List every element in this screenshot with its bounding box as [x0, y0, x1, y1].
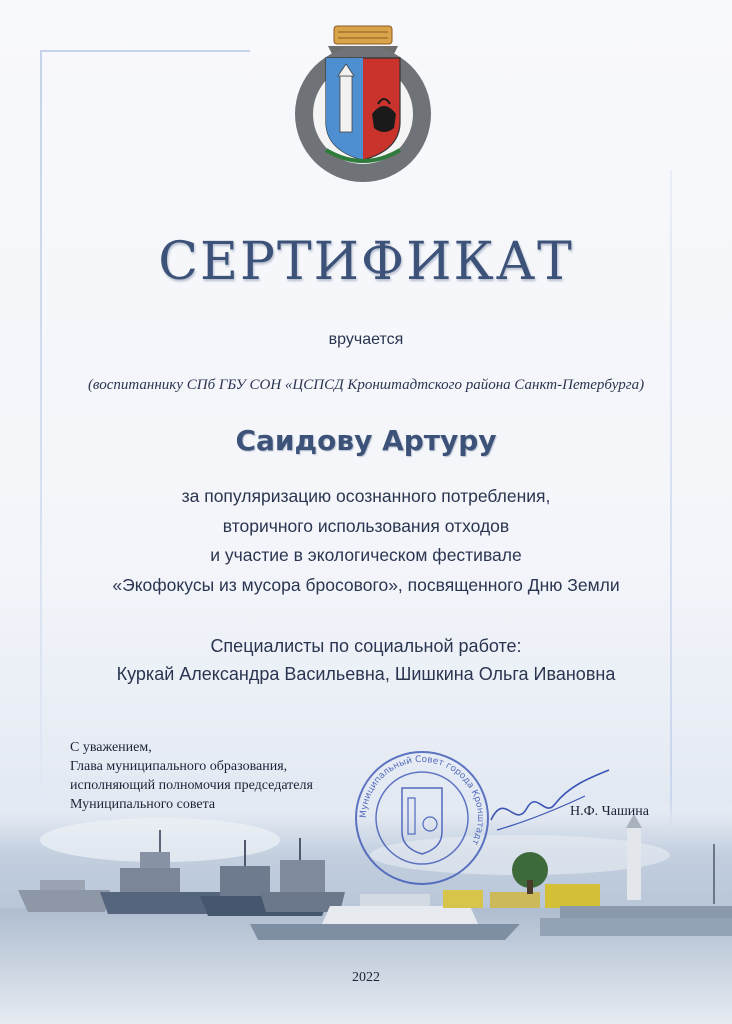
recipient-organization: (воспитаннику СПб ГБУ СОН «ЦСПСД Кронштадтского района Санкт-Петербурга)	[87, 377, 645, 393]
specialists-heading: Специалисты по социальной работе:	[210, 636, 522, 656]
award-reason	[0, 482, 732, 600]
signature-block	[70, 738, 313, 814]
specialists-names: Куркай Александра Васильевна, Шишкина Ольга Ивановна	[116, 664, 616, 684]
municipal-council-stamp	[352, 748, 492, 888]
reason-line: «Экофокусы из мусора бросового», посвященного Дню Земли	[112, 574, 620, 595]
reason-line: и участие в экологическом фестивале	[210, 545, 522, 565]
recipient-name: Саидову Артуру	[235, 424, 497, 457]
specialists-block	[0, 632, 732, 688]
signature-line: Муниципального совета	[70, 797, 216, 812]
signature-line: Глава муниципального образования,	[70, 759, 288, 774]
frame-line-left	[40, 50, 42, 910]
certificate-title: СЕРТИФИКАТ	[158, 232, 574, 292]
handwritten-signature	[485, 760, 615, 840]
signer-name: Н.Ф. Чашина	[570, 804, 649, 819]
stamp-text: Муниципальный Совет города Кронштадт	[358, 754, 486, 847]
reason-line: вторичного использования отходов	[222, 515, 510, 536]
kronstadt-coat-of-arms-emblem	[288, 22, 438, 192]
frame-line-top	[40, 50, 250, 52]
certificate-subtitle: вручается	[328, 331, 404, 348]
certificate-year: 2022	[352, 970, 380, 985]
signature-line: исполняющий полномочия председателя	[70, 778, 313, 793]
reason-line: за популяризацию осознанного потребления,	[181, 486, 551, 506]
signature-line: С уважением,	[70, 740, 152, 755]
